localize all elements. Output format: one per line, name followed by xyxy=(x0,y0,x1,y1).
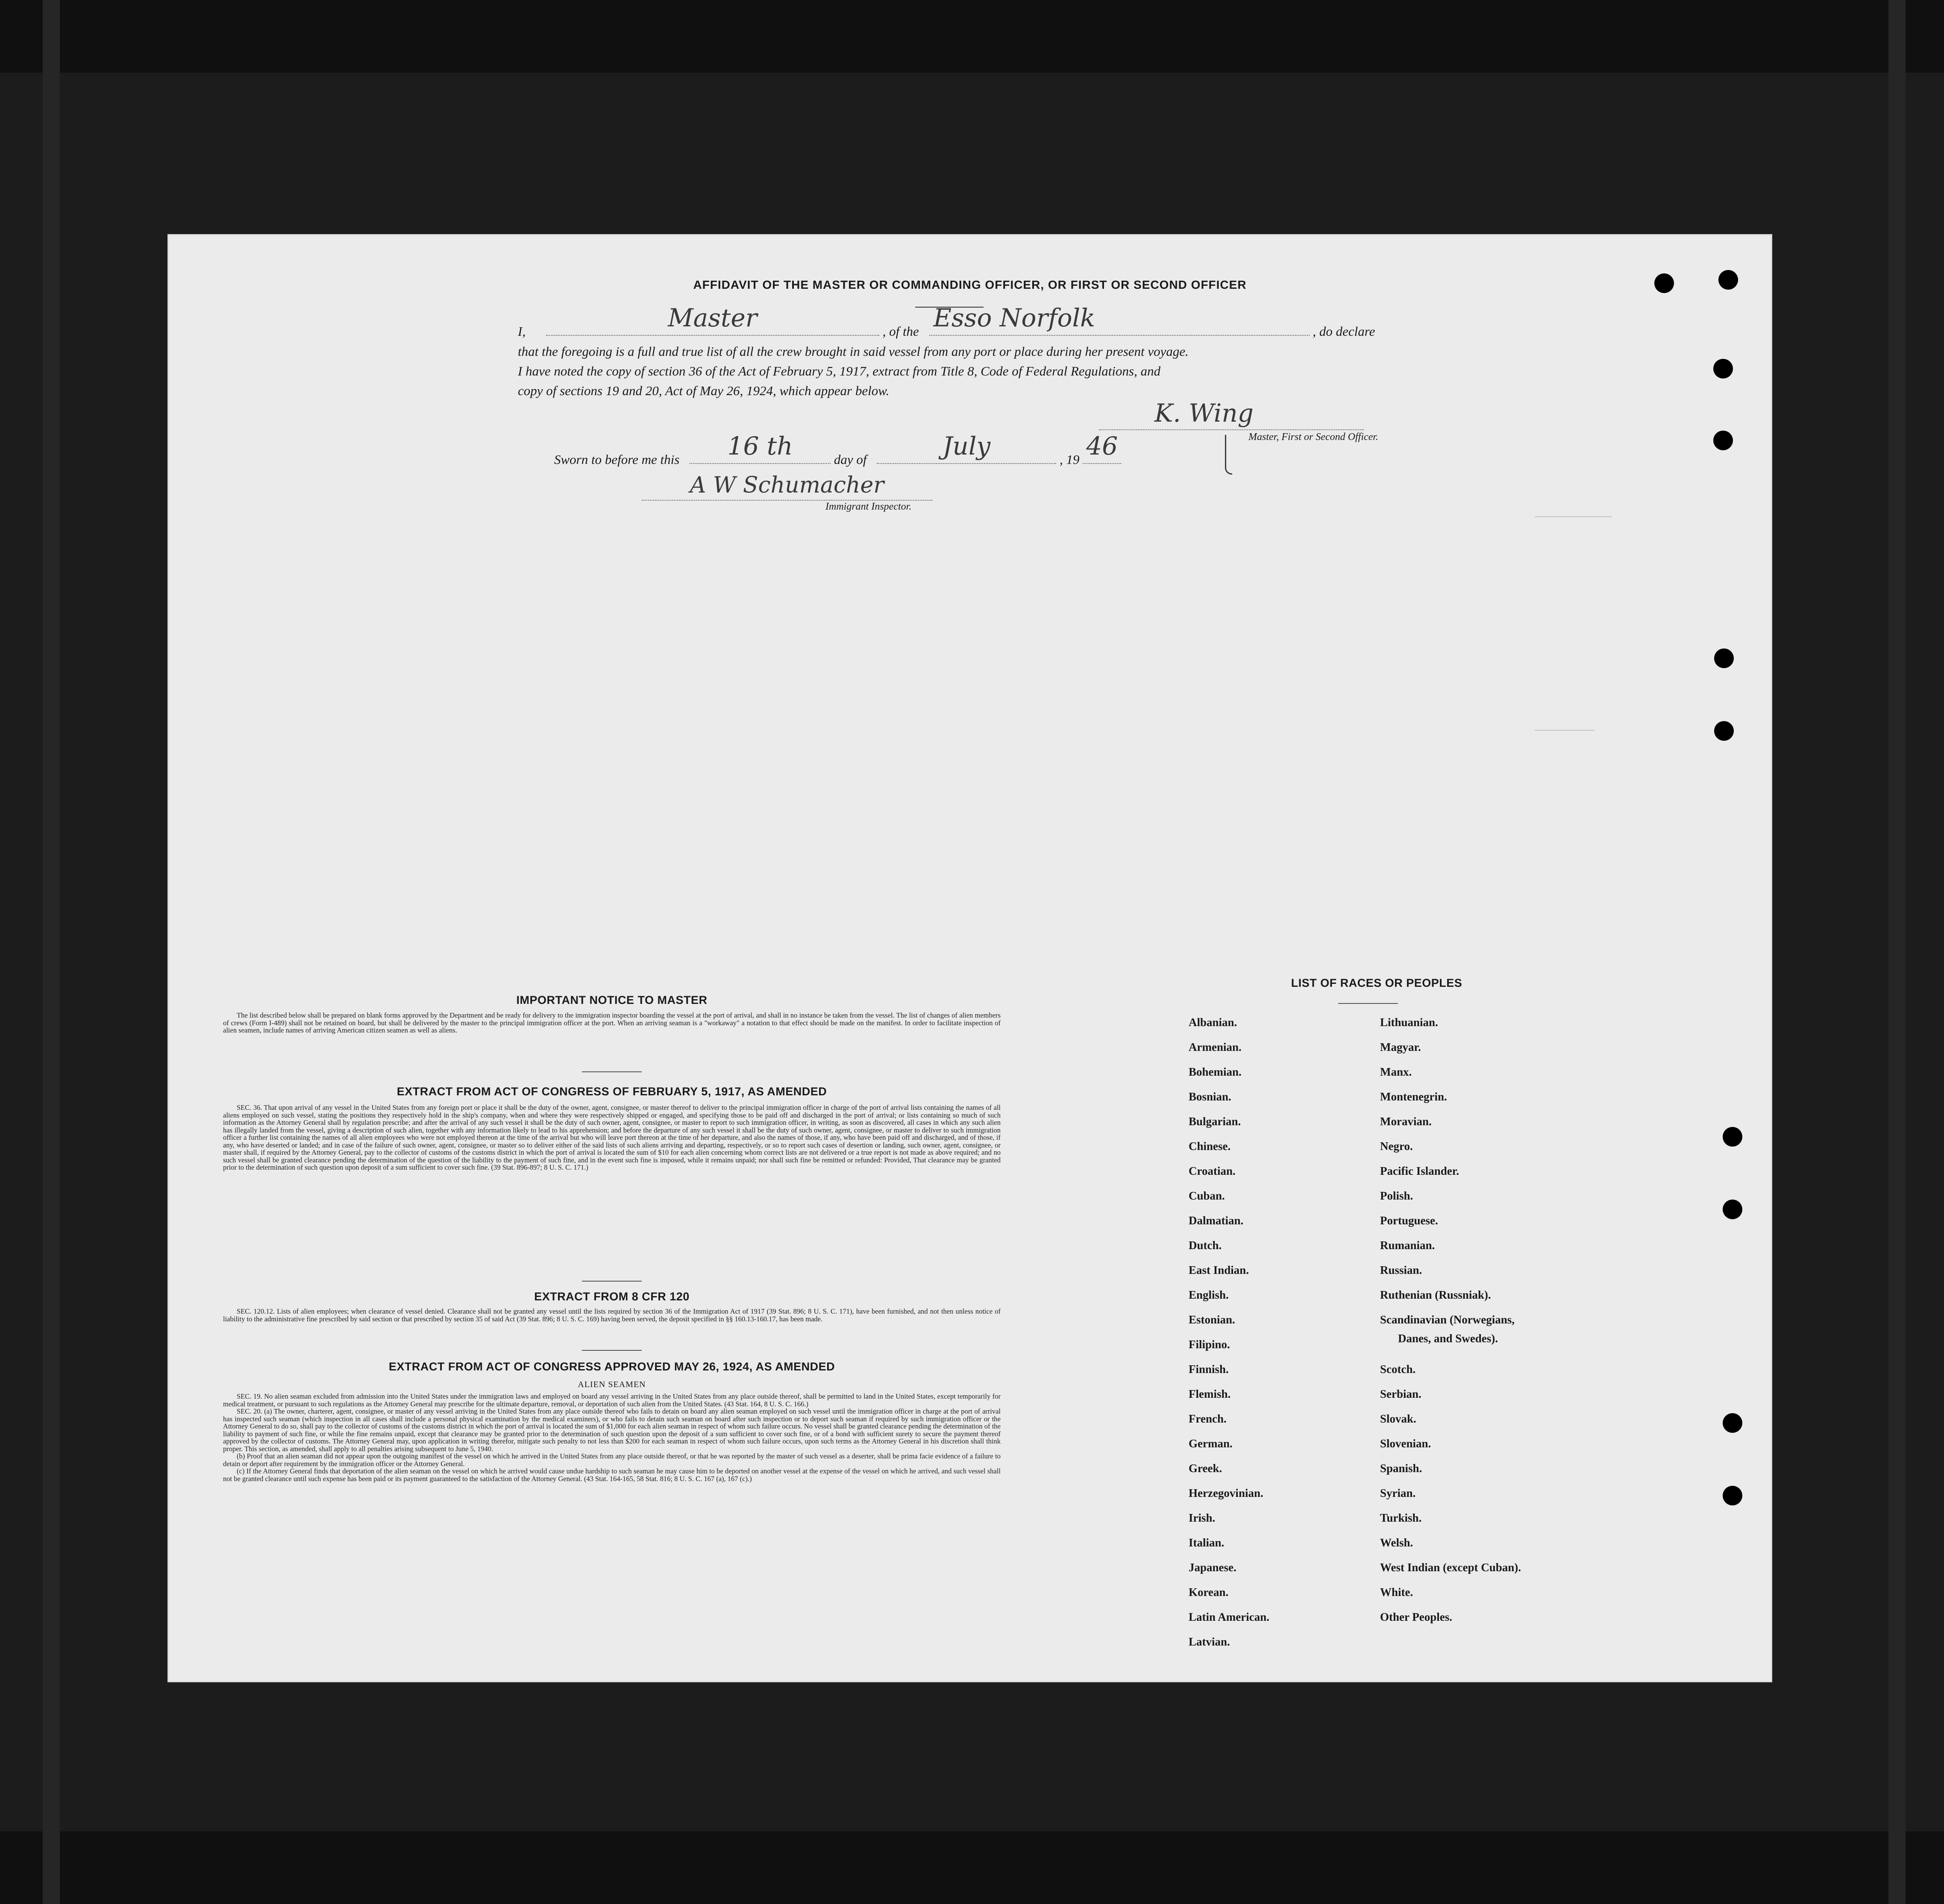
declaration-i: I, xyxy=(518,324,526,339)
race-item: Syrian. xyxy=(1380,1487,1416,1499)
race-item: East Indian. xyxy=(1189,1264,1249,1276)
race-item: Estonian. xyxy=(1189,1313,1235,1326)
month-field xyxy=(877,431,1056,464)
race-item: Bohemian. xyxy=(1189,1065,1242,1078)
race-item: Ruthenian (Russniak). xyxy=(1380,1288,1491,1301)
race-item: German. xyxy=(1189,1437,1233,1450)
race-item: Serbian. xyxy=(1380,1388,1421,1400)
race-item: Finnish. xyxy=(1189,1363,1229,1376)
race-item: Welsh. xyxy=(1380,1536,1413,1549)
section-divider xyxy=(582,1350,642,1351)
race-item: Rumanian. xyxy=(1380,1239,1435,1252)
affidavit-document xyxy=(167,234,1772,1682)
race-item: Irish. xyxy=(1189,1511,1216,1524)
master-signature-caption: Master, First or Second Officer. xyxy=(1248,431,1378,443)
race-item: Albanian. xyxy=(1189,1016,1237,1029)
race-item: Dalmatian. xyxy=(1189,1214,1244,1227)
punch-hole xyxy=(1713,431,1733,450)
notice-title: IMPORTANT NOTICE TO MASTER xyxy=(516,994,708,1006)
punch-hole xyxy=(1723,1200,1742,1219)
bleed-through-mark xyxy=(1535,730,1595,731)
race-item: Danes, and Swedes). xyxy=(1398,1332,1498,1345)
extract-cfr-paragraph: SEC. 120.12. Lists of alien employees; when clearance of vessel denied. Clearance shall not be granted any vessel until the lists required by section 36 of the Immigration Act of 1917 (39 Stat. 896; 8 U. S. C. 171), have been furnished, and not then unless notice of liability to the administrative fine prescribed by said section or that prescribed by section 35 of said Act (39 Stat. 896; 8 U. S. C. 169) having been served, the deposit specified in §§ 160.13-160.17, has been made. xyxy=(223,1307,1001,1323)
race-item: French. xyxy=(1189,1412,1227,1425)
race-item: Dutch. xyxy=(1189,1239,1222,1252)
extract-1924-title: EXTRACT FROM ACT OF CONGRESS APPROVED MAY 26, 1924, AS AMENDED xyxy=(388,1360,835,1373)
year-prefix: , 19 xyxy=(1059,452,1080,467)
extract-1917-title: EXTRACT FROM ACT OF CONGRESS OF FEBRUARY 5, 1917, AS AMENDED xyxy=(396,1085,827,1098)
race-item: Latvian. xyxy=(1189,1635,1230,1648)
punch-hole xyxy=(1723,1413,1742,1433)
vessel-field xyxy=(929,303,1310,336)
handwritten-vessel-name: Esso Norfolk xyxy=(933,303,1095,332)
race-item: Slovak. xyxy=(1380,1412,1416,1425)
section-20a-paragraph: SEC. 20. (a) The owner, charterer, agent, consignee, or master of any vessel arriving in the United States from any place outside thereof who fails to detain on board any alien seaman employed on such vessel until the immigration officer in charge at the port of arrival has inspected such seaman (which inspection in all cases shall include a personal physical examination by the medical examiners), or who fails to detain such seaman on board after such inspection or to deport such seaman if required by such immigration officer or the Attorney General to do so, shall pay to the collector of customs of the customs district in which the port of arrival is located the sum of $1,000 for each alien seaman in respect of whom such failure occurs. No vessel shall be granted clearance pending the determination of the liability to payment of such fine, or while the fine remains unpaid, except that clearance may be granted prior to the determination of such question upon the deposit of a sum sufficient to cover such fine, or of a bond with sufficient surety to secure the payment thereof approved by the collector of customs. The Attorney General may, upon application in writing therefor, mitigate such penalty to not less than $200 for each seaman in respect of whom such failure occurs, upon such terms as the Attorney General in his discretion shall think proper. This section, as amended, shall apply to all penalties arising subsequent to June 5, 1940. xyxy=(223,1407,1001,1453)
inspector-caption: Immigrant Inspector. xyxy=(825,501,912,512)
race-item: Moravian. xyxy=(1380,1115,1432,1128)
punch-hole xyxy=(1714,648,1734,668)
section-divider xyxy=(582,1281,642,1282)
film-streak xyxy=(43,0,60,1904)
race-item: Polish. xyxy=(1380,1189,1413,1202)
day-of-label: day of xyxy=(834,452,867,467)
declaration-line-4: copy of sections 19 and 20, Act of May 26, 1924, which appear below. xyxy=(518,383,890,398)
race-item: Italian. xyxy=(1189,1536,1225,1549)
race-item: Flemish. xyxy=(1189,1388,1231,1400)
race-item: Pacific Islander. xyxy=(1380,1165,1459,1177)
sworn-label: Sworn to before me this xyxy=(554,452,680,467)
section-divider xyxy=(582,1071,642,1072)
extract-cfr-title: EXTRACT FROM 8 CFR 120 xyxy=(534,1290,690,1303)
film-border-top xyxy=(0,0,1944,73)
race-item: Scotch. xyxy=(1380,1363,1416,1376)
punch-hole xyxy=(1713,359,1733,378)
day-field xyxy=(690,431,831,464)
race-item: Lithuanian. xyxy=(1380,1016,1438,1029)
bleed-through-mark xyxy=(1535,516,1612,517)
race-item: Bosnian. xyxy=(1189,1090,1231,1103)
race-item: Other Peoples. xyxy=(1380,1611,1452,1623)
race-item: Filipino. xyxy=(1189,1338,1230,1351)
punch-hole xyxy=(1723,1127,1742,1147)
alien-seamen-subtitle: ALIEN SEAMEN xyxy=(578,1380,646,1389)
race-item: Russian. xyxy=(1380,1264,1422,1276)
master-signature: K. Wing xyxy=(1154,399,1254,428)
extract-1917-text xyxy=(223,1104,1001,1171)
section-19-paragraph: SEC. 19. No alien seaman excluded from admission into the United States under the immigration laws and employed on board any vessel arriving in the United States from any place outside thereof, shall be permitted to land in the United States, except temporarily for medical treatment, or pursuant to such regulations as the Attorney General may prescribe for the ultimate departure, removal, or deportation of such alien from the United States. (43 Stat. 164, 8 U. S. C. 166.) xyxy=(223,1392,1001,1408)
race-item: Scandinavian (Norwegians, xyxy=(1380,1313,1515,1326)
film-border-bottom xyxy=(0,1831,1944,1904)
race-item: Japanese. xyxy=(1189,1561,1236,1574)
race-item: Korean. xyxy=(1189,1586,1229,1599)
races-title: LIST OF RACES OR PEOPLES xyxy=(1291,977,1462,989)
handwritten-month: July xyxy=(943,431,991,461)
signature-flourish xyxy=(1225,435,1232,475)
handwritten-rank: Master xyxy=(668,303,758,332)
year-field xyxy=(1083,431,1121,464)
handwritten-day: 16 th xyxy=(727,431,793,461)
race-item: Montenegrin. xyxy=(1380,1090,1447,1103)
race-item: Greek. xyxy=(1189,1462,1222,1475)
affidavit-title: AFFIDAVIT OF THE MASTER OR COMMANDING OFFICER, OR FIRST OR SECOND OFFICER xyxy=(693,278,1247,291)
extract-1924-text xyxy=(223,1393,1001,1482)
race-item: White. xyxy=(1380,1586,1413,1599)
race-item: Bulgarian. xyxy=(1189,1115,1241,1128)
race-item: West Indian (except Cuban). xyxy=(1380,1561,1521,1574)
race-item: Turkish. xyxy=(1380,1511,1422,1524)
race-item: Portuguese. xyxy=(1380,1214,1438,1227)
race-item: Spanish. xyxy=(1380,1462,1422,1475)
section-divider xyxy=(1338,1003,1398,1004)
race-item: Manx. xyxy=(1380,1065,1412,1078)
extract-cfr-text xyxy=(223,1308,1001,1323)
section-20c-paragraph: (c) If the Attorney General finds that deportation of the alien seaman on the vessel on which he arrived would cause undue hardship to such seaman he may cause him to be deported on another vessel at the expense of the vessel on which he arrived, and such vessel shall not be granted clearance until such expense has been paid or its payment guaranteed to the satisfaction of the Attorney General. (43 Stat. 164-165, 58 Stat. 816; 8 U. S. C. 167 (a), 167 (c).) xyxy=(223,1467,1001,1483)
handwritten-year: 46 xyxy=(1086,431,1118,461)
punch-hole xyxy=(1714,721,1734,741)
race-item: Magyar. xyxy=(1380,1041,1421,1053)
race-item: Slovenian. xyxy=(1380,1437,1431,1450)
extract-1917-paragraph: SEC. 36. That upon arrival of any vessel in the United States from any foreign port or place it shall be the duty of the owner, agent, consignee, or master thereof to deliver to the principal immigration officer in charge of the port of arrival lists containing the names of all aliens employed on such vessel, stating the positions they respectively hold in the ship's company, when and where they were respectively shipped or engaged, and specifying those to be paid off and discharged in the port of arrival; or lists containing so much of such information as the Attorney General shall by regulation prescribe; and after the arrival of any such vessel it shall be the duty of such owner, agent, consignee, or master to report to such immigration officer, in writing, as soon as discovered, all cases in which any such alien has illegally landed from the vessel, giving a description of such alien, together with any information likely to lead to his apprehension; and before the departure of any such vessel it shall be the duty of such owner, agent, consignee, or master to deliver to such immigration officer a further list containing the names of all alien employees who were not employed thereon at the time of the arrival but who will leave port thereon at the time of her departure, and also the names of those, if any, who have been paid off and discharged, and of those, if any, who have deserted or landed; and in case of the failure of such owner, agent, consignee, or master so to deliver either of the said lists of such aliens arriving and departing, respectively, or so to report such cases of desertion or landing, such owner, agent, consignee, or master shall, if required by the Attorney General, pay to the collector of customs of the customs district in which the port of arrival is located the sum of $10 for each alien concerning whom correct lists are not delivered or a true report is not made as above required; and no such vessel shall be granted clearance pending the determination of the question of the liability to the payment of such fine, and in the event such fine is imposed, while it remains unpaid; nor shall such fine be remitted or refunded: Provided, That clearance may be granted prior to the determination of such question upon deposit of a sum sufficient to cover such fine. (39 Stat. 896-897; 8 U. S. C. 171.) xyxy=(223,1103,1001,1171)
film-streak xyxy=(1888,0,1906,1904)
name-field xyxy=(546,303,879,336)
race-item: Herzegovinian. xyxy=(1189,1487,1263,1499)
race-item: Negro. xyxy=(1380,1140,1413,1153)
sworn-line xyxy=(554,431,1121,467)
declaration-line-3: I have noted the copy of section 36 of the Act of February 5, 1917, extract from Title 8, Code of Federal Regulations, and xyxy=(518,364,1161,378)
declaration-line-1 xyxy=(518,303,1375,339)
section-20b-paragraph: (b) Proof that an alien seaman did not appear upon the outgoing manifest of the vessel on which he arrived in the United States from any place outside thereof, or that he was reported by the master of such vessel as a deserter, shall be prima facie evidence of a failure to detain or deport after requirement by the immigration officer or the Attorney General. xyxy=(223,1452,1001,1468)
declaration-line-2: that the foregoing is a full and true list of all the crew brought in said vessel from any port or place during her present voyage. xyxy=(518,344,1189,359)
do-declare-label: , do declare xyxy=(1313,324,1375,339)
race-item: English. xyxy=(1189,1288,1229,1301)
race-item: Croatian. xyxy=(1189,1165,1236,1177)
inspector-signature-line xyxy=(642,472,932,501)
race-item: Cuban. xyxy=(1189,1189,1225,1202)
race-item: Chinese. xyxy=(1189,1140,1231,1153)
race-item: Latin American. xyxy=(1189,1611,1269,1623)
inspector-signature: A W Schumacher xyxy=(690,472,884,498)
master-signature-line xyxy=(1099,399,1364,430)
race-item: Armenian. xyxy=(1189,1041,1242,1053)
punch-hole xyxy=(1723,1486,1742,1505)
notice-paragraph: The list described below shall be prepared on blank forms approved by the Department and be ready for delivery to the immigration inspector boarding the vessel at the port of arrival, and shall in no instance be taken from the vessel. The list of changes of alien members of crews (Form I-489) shall not be retained on board, but shall be delivered by the master to the principal immigration officer at the port. When an arriving seaman is a "workaway" a notation to that effect should be made on the manifest. In order to facilitate inspection of alien seamen, include names of arriving American citizen seamen as well as aliens. xyxy=(223,1011,1001,1034)
notice-text xyxy=(223,1012,1001,1034)
of-the-label: , of the xyxy=(882,324,919,339)
